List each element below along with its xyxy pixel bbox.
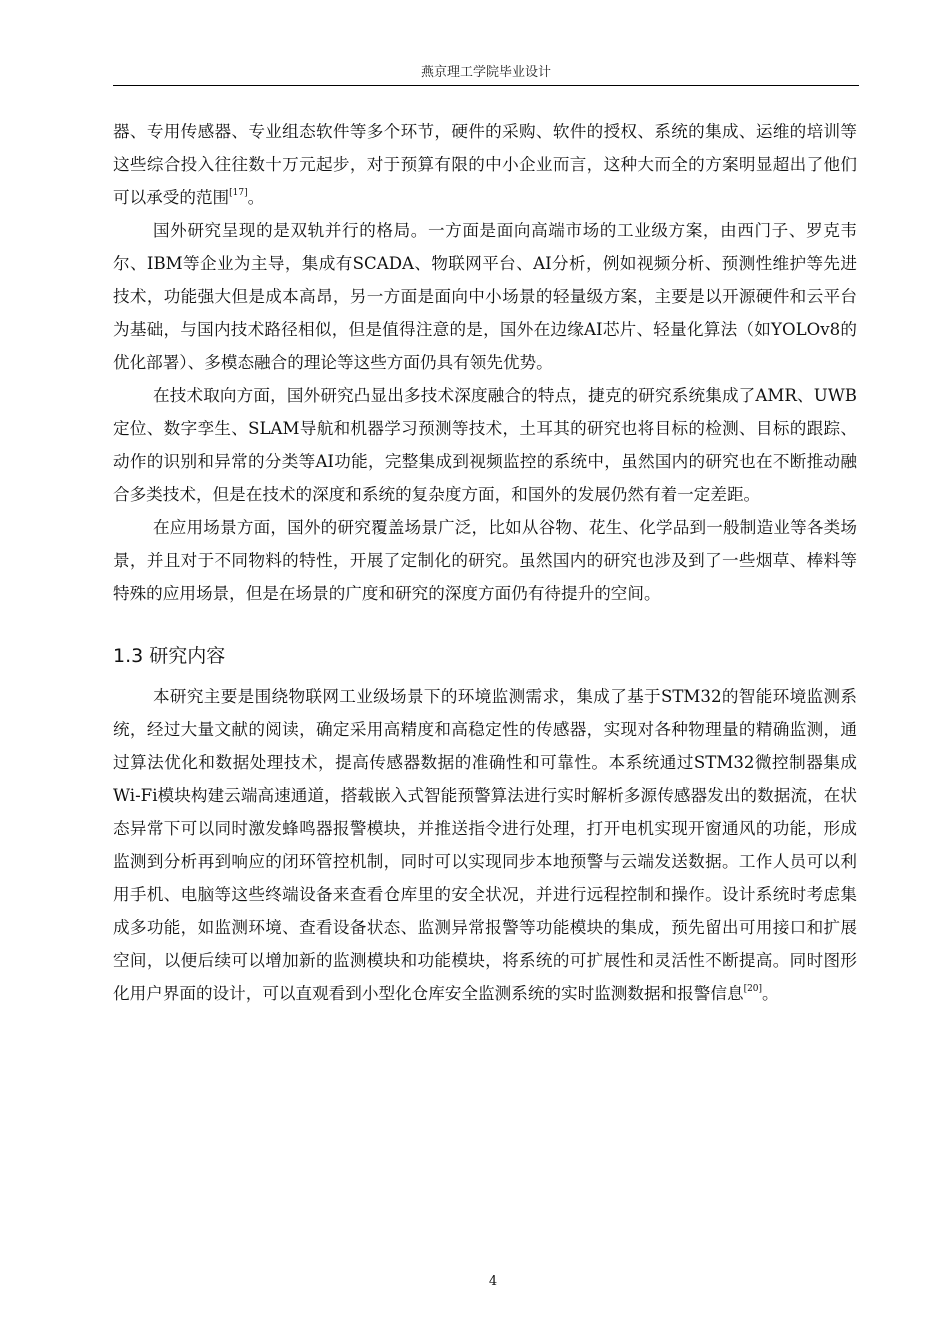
paragraph-tail: 。	[247, 188, 265, 207]
page-number: 4	[488, 1274, 498, 1289]
page-header: 燕京理工学院毕业设计	[420, 65, 551, 80]
paragraph-continuation	[113, 115, 857, 214]
paragraph-technology: 在技术取向方面，国外研究凸显出多技术深度融合的特点，捷克的研究系统集成了AMR、UWB定位、数字孪生、SLAM导航和机器学习预测等技术，土耳其的研究也将目标的检测、目标的跟踪、动作的识别和异常的分类等AI功能，完整集成到视频监控的系统中，虽然国内的研究也在不断推动融合多类技术，但是在技术的深度和系统的复杂度方面，和国外的发展仍然有着一定差距。	[113, 386, 857, 504]
paragraph-text: 器、专用传感器、专业组态软件等多个环节，硬件的采购、软件的授权、系统的集成、运维的培训等这些综合投入往往数十万元起步，对于预算有限的中小企业而言，这种大而全的方案明显超出了他们可以承受的范围	[113, 122, 857, 207]
section-heading: 1.3 研究内容	[113, 645, 226, 667]
paragraph-application: 在应用场景方面，国外的研究覆盖场景广泛，比如从谷物、花生、化学品到一般制造业等各类场景，并且对于不同物料的特性，开展了定制化的研究。虽然国内的研究也涉及到了一些烟草、棒料等特殊的应用场景，但是在场景的广度和研究的深度方面仍有待提升的空间。	[113, 518, 857, 603]
document-body	[113, 115, 857, 1010]
header-divider	[113, 85, 859, 86]
paragraph-text: 本研究主要是围绕物联网工业级场景下的环境监测需求，集成了基于STM32的智能环境监测系统，经过大量文献的阅读，确定采用高精度和高稳定性的传感器，实现对各种物理量的精确监测，通过算法优化和数据处理技术，提高传感器数据的准确性和可靠性。本系统通过STM32微控制器集成Wi-Fi模块构建云端高速通道，搭载嵌入式智能预警算法进行实时解析多源传感器发出的数据流，在状态异常下可以同时激发蜂鸣器报警模块，并推送指令进行处理，打开电机实现开窗通风的功能，形成监测到分析再到响应的闭环管控机制，同时可以实现同步本地预警与云端发送数据。工作人员可以利用手机、电脑等这些终端设备来查看仓库里的安全状况，并进行远程控制和操作。设计系统时考虑集成多功能，如监测环境、查看设备状态、监测异常报警等功能模块的集成，预先留出可用接口和扩展空间，以便后续可以增加新的监测模块和功能模块，将系统的可扩展性和灵活性不断提高。同时图形化用户界面的设计，可以直观看到小型化仓库安全监测系统的实时监测数据和报警信息	[113, 687, 857, 1003]
paragraph-foreign-research: 国外研究呈现的是双轨并行的格局。一方面是面向高端市场的工业级方案，由西门子、罗克韦尔、IBM等企业为主导，集成有SCADA、物联网平台、AI分析，例如视频分析、预测性维护等先进技术，功能强大但是成本高昂，另一方面是面向中小场景的轻量级方案，主要是以开源硬件和云平台为基础，与国内技术路径相似，但是值得注意的是，国外在边缘AI芯片、轻量化算法（如YOLOv8的优化部署）、多模态融合的理论等这些方面仍具有领先优势。	[113, 221, 857, 372]
paragraph-tail: 。	[762, 984, 779, 1003]
citation: [17]	[229, 188, 248, 198]
paragraph-research-content	[113, 680, 857, 1010]
citation: [20]	[743, 984, 763, 994]
